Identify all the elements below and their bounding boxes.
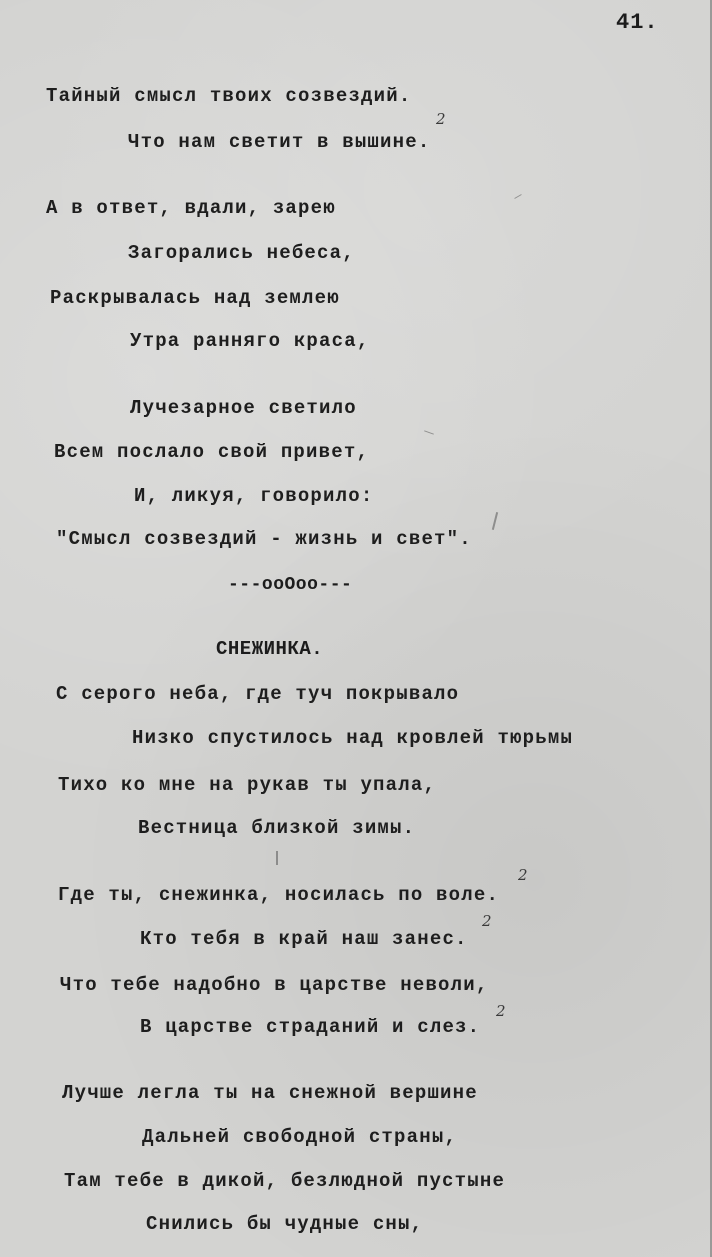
paper-fiber xyxy=(424,430,434,434)
poem-title: СНЕЖИНКА. xyxy=(216,638,324,660)
margin-note: 2 xyxy=(518,866,528,884)
poem-line: И, ликуя, говорило: xyxy=(134,485,374,507)
page-number: 41. xyxy=(616,10,659,35)
poem-line: С серого неба, где туч покрывало xyxy=(56,683,460,705)
poem-line: А в ответ, вдали, зарею xyxy=(46,197,336,219)
poem-line: Снились бы чудные сны, xyxy=(146,1213,424,1235)
poem-line: "Смысл созвездий - жизнь и свет". xyxy=(56,528,472,550)
paper-fiber xyxy=(514,194,521,199)
poem-line: Дальней свободной страны, xyxy=(142,1126,458,1148)
poem-line: Лучше легла ты на снежной вершине xyxy=(62,1082,478,1104)
poem-line: Что нам светит в вышине. xyxy=(128,131,431,153)
poem-line: Вестница близкой зимы. xyxy=(138,817,416,839)
margin-note: 2 xyxy=(496,1002,506,1020)
pencil-mark xyxy=(492,512,498,530)
poem-line: Раскрывалась над землею xyxy=(50,287,340,309)
pencil-mark xyxy=(276,851,278,865)
poem-line: Лучезарное светило xyxy=(130,397,357,419)
section-separator: ---ooOoo--- xyxy=(228,575,353,595)
poem-line: Всем послало свой привет, xyxy=(54,441,370,463)
poem-line: Что тебе надобно в царстве неволи, xyxy=(60,974,489,996)
poem-line: Утра ранняго краса, xyxy=(130,330,370,352)
poem-line: Загорались небеса, xyxy=(128,242,355,264)
poem-line: Низко спустилось над кровлей тюрьмы xyxy=(132,727,574,749)
margin-note: 2 xyxy=(436,110,446,128)
poem-line: Где ты, снежинка, носилась по воле. xyxy=(58,884,500,906)
poem-line: В царстве страданий и слез. xyxy=(140,1016,481,1038)
poem-line: Тайный смысл твоих созвездий. xyxy=(46,85,412,107)
margin-note: 2 xyxy=(482,912,492,930)
poem-line: Тихо ко мне на рукав ты упала, xyxy=(58,774,437,796)
poem-line: Кто тебя в край наш занес. xyxy=(140,928,468,950)
poem-line: Там тебе в дикой, безлюдной пустыне xyxy=(64,1170,506,1192)
